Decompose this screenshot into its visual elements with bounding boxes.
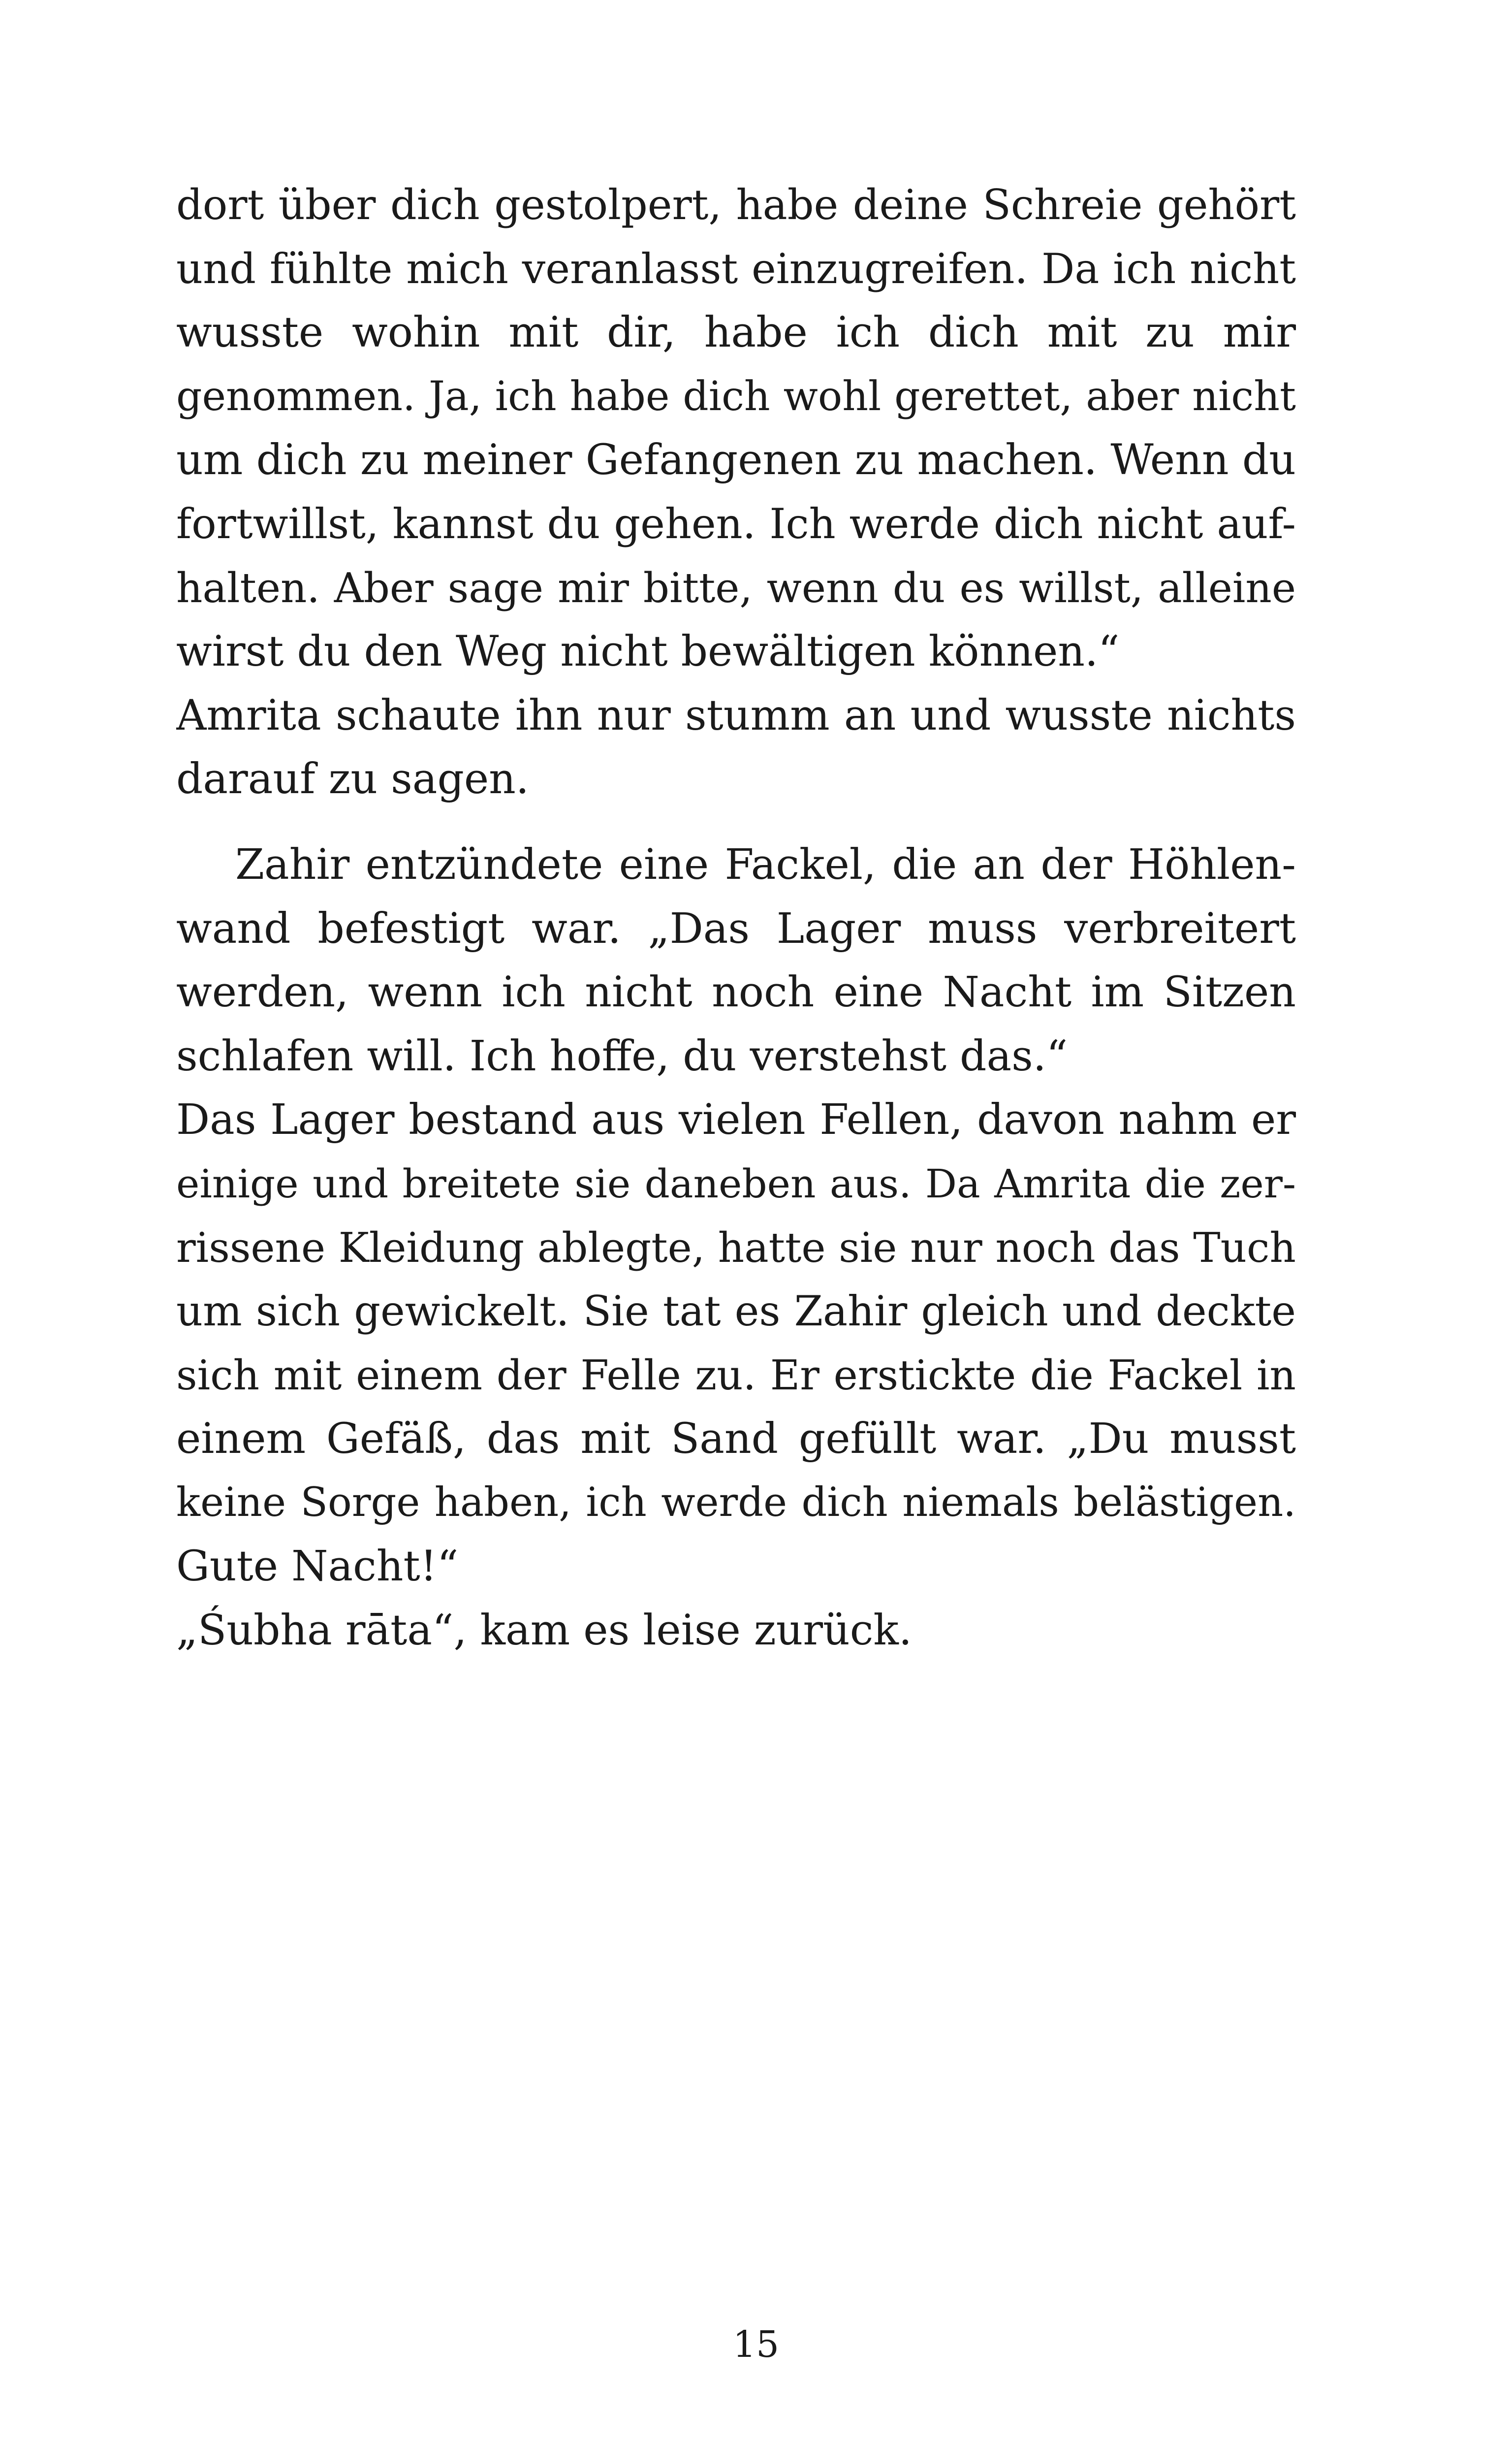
text-line: Zahir entzündete eine Fackel, die an der Höhlen- [235, 840, 1296, 889]
text-line: wand befestigt war. „Das Lager muss verbreitert [176, 904, 1296, 953]
text-line: fortwillst, kannst du gehen. Ich werde dich nicht auf- [176, 499, 1296, 548]
text-line: dort über dich gestolpert, habe deine Schreie gehört [176, 181, 1296, 229]
text-line: darauf zu sagen. [176, 755, 529, 804]
text-line: „Śubha rāta“, kam es leise zurück. [176, 1606, 912, 1655]
text-line: halten. Aber sage mir bitte, wenn du es willst, alleine [176, 564, 1296, 612]
paragraph-gap [176, 811, 1296, 833]
text-line: einige und breitete sie daneben aus. Da Amrita die zer- [176, 1160, 1296, 1207]
text-line: um sich gewickelt. Sie tat es Zahir gleich und deckte [176, 1287, 1296, 1336]
text-line: schlafen will. Ich hoffe, du verstehst das.“ [176, 1031, 1068, 1081]
text-line: Gute Nacht!“ [176, 1542, 459, 1591]
text-line: werden, wenn ich nicht noch eine Nacht im Sitzen [176, 968, 1296, 1017]
page-number: 15 [732, 2323, 780, 2366]
body-text [176, 173, 1296, 1663]
text-line: um dich zu meiner Gefangenen zu machen. Wenn du [176, 436, 1296, 485]
text-line: einem Gefäß, das mit Sand gefüllt war. „Du musst [176, 1414, 1296, 1464]
text-line: sich mit einem der Felle zu. Er erstickte die Fackel in [176, 1351, 1296, 1399]
text-line: wusste wohin mit dir, habe ich dich mit zu mir [176, 308, 1296, 357]
text-line: und fühlte mich veranlasst einzugreifen. Da ich nicht [176, 244, 1296, 293]
text-line: Amrita schaute ihn nur stumm an und wusste nichts [176, 691, 1296, 740]
text-line: rissene Kleidung ablegte, hatte sie nur noch das Tuch [176, 1223, 1296, 1272]
text-line: wirst du den Weg nicht bewältigen können.“ [176, 627, 1120, 676]
text-line: Das Lager bestand aus vielen Fellen, davon nahm er [176, 1095, 1296, 1145]
text-line: keine Sorge haben, ich werde dich niemals belästigen. [176, 1479, 1296, 1526]
text-line: genommen. Ja, ich habe dich wohl gerettet, aber nicht [176, 373, 1296, 420]
